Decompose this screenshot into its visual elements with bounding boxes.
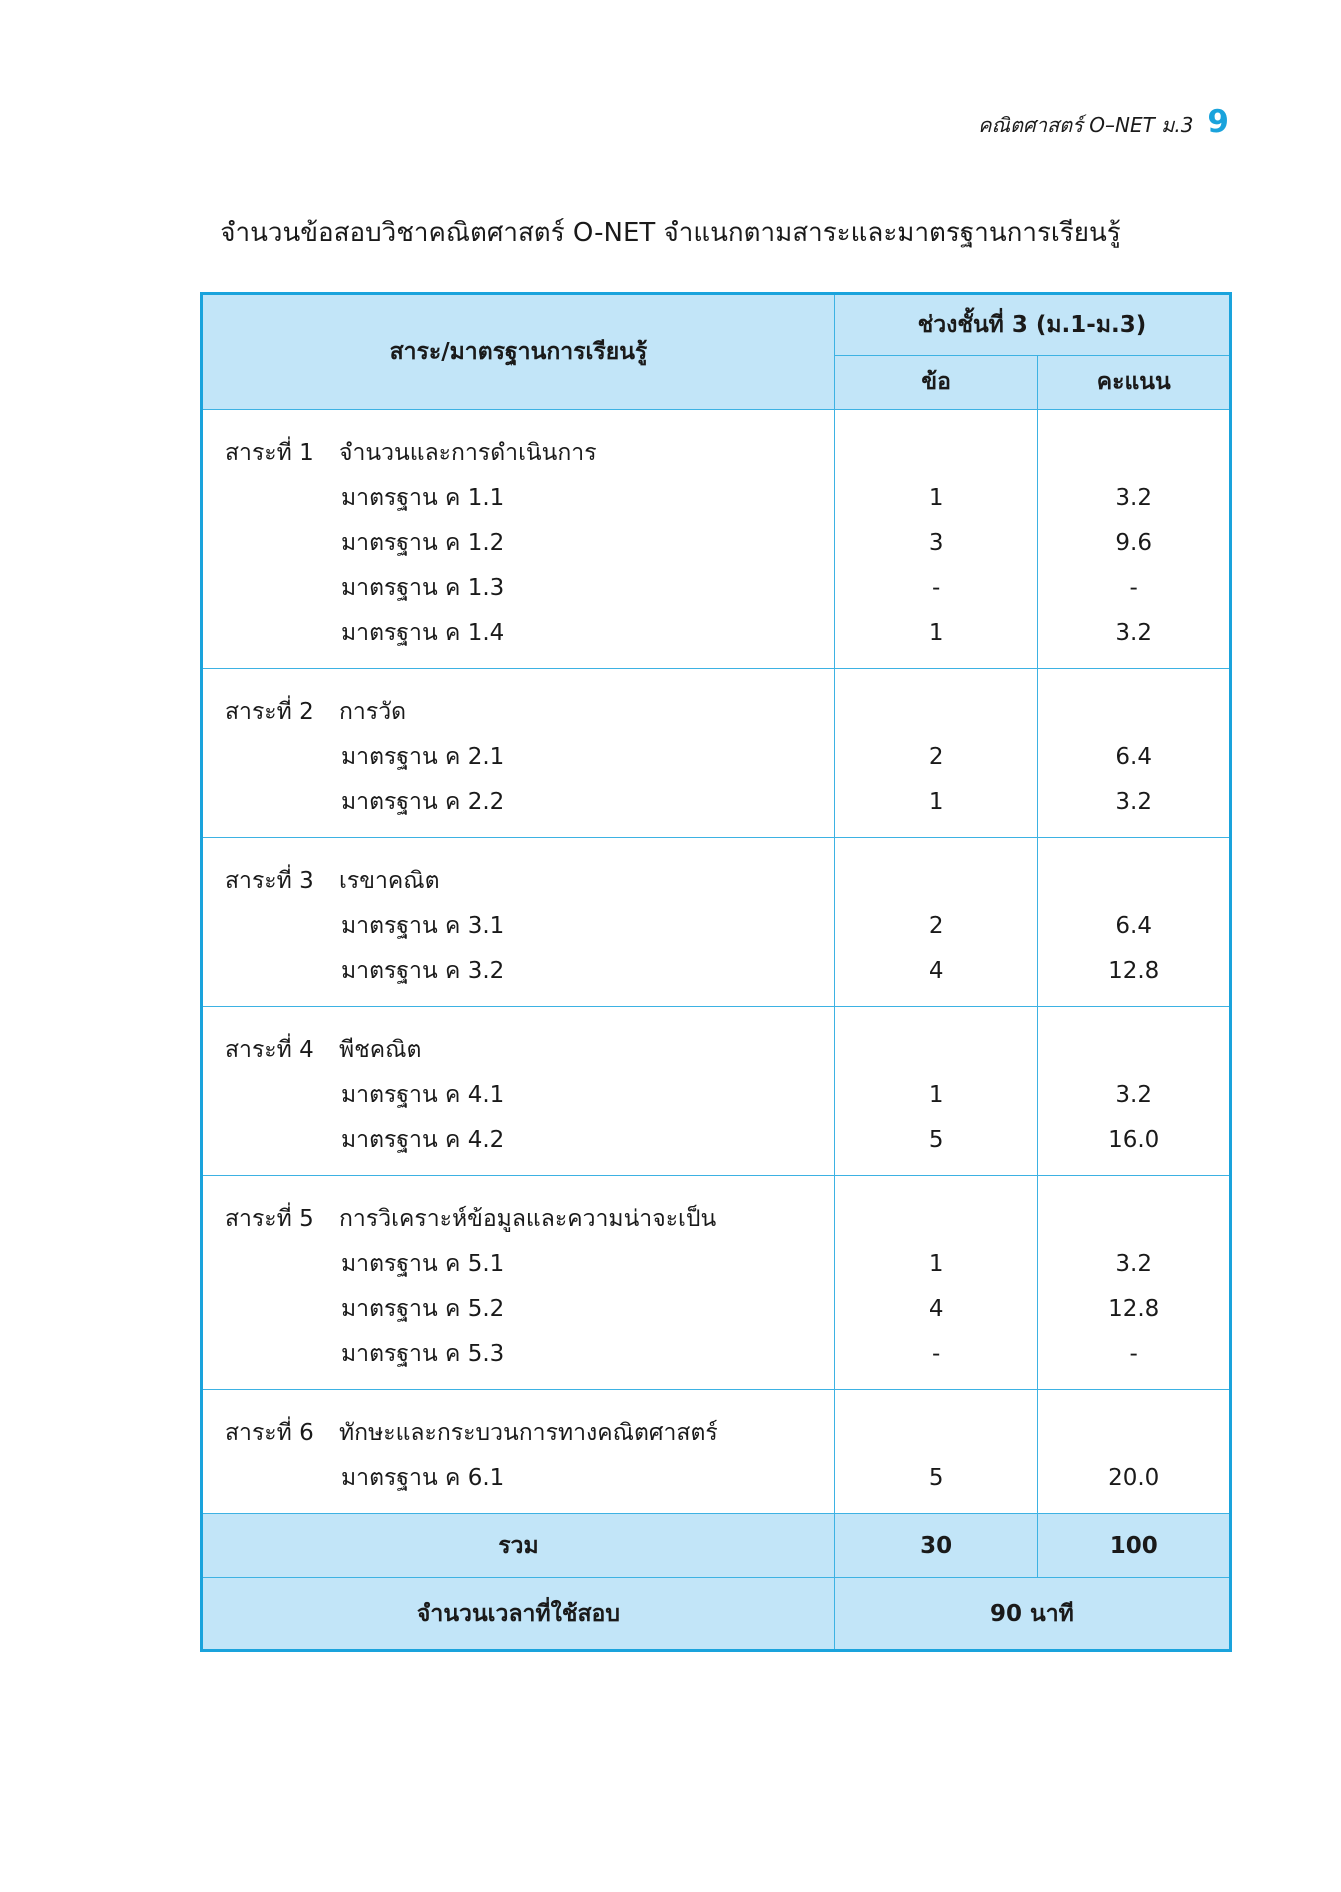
table-body bbox=[202, 410, 1231, 1514]
strand-cell bbox=[202, 1007, 835, 1176]
score-value: 16.0 bbox=[1108, 1127, 1160, 1153]
strand-name: ทักษะและกระบวนการทางคณิตศาสตร์ bbox=[339, 1420, 718, 1446]
standard-label: มาตรฐาน ค 1.2 bbox=[341, 530, 505, 556]
strand-heading bbox=[203, 859, 834, 904]
standard-label: มาตรฐาน ค 1.4 bbox=[341, 620, 505, 646]
score-value: 3.2 bbox=[1115, 1082, 1152, 1108]
item-count: 4 bbox=[928, 1296, 944, 1322]
items-cell bbox=[834, 838, 1038, 1007]
item-count: 1 bbox=[928, 1251, 944, 1277]
strand-label: สาระที่ 2 bbox=[225, 699, 314, 725]
score-value: 3.2 bbox=[1115, 789, 1152, 815]
standard-label: มาตรฐาน ค 2.2 bbox=[341, 789, 505, 815]
header-grade-level: ช่วงชั้นที่ 3 (ม.1-ม.3) bbox=[834, 294, 1230, 356]
item-count: 5 bbox=[928, 1465, 944, 1491]
strand-name: จำนวนและการดำเนินการ bbox=[339, 440, 597, 466]
standard-label: มาตรฐาน ค 3.1 bbox=[341, 913, 505, 939]
item-count: 3 bbox=[928, 530, 944, 556]
page-title: จำนวนข้อสอบวิชาคณิตศาสตร์ O-NET จำแนกตามสาระและมาตรฐานการเรียนรู้ bbox=[220, 218, 1121, 248]
items-cell bbox=[834, 1390, 1038, 1514]
spacer-line bbox=[835, 690, 1038, 735]
item-count: - bbox=[931, 1341, 941, 1367]
spacer-line bbox=[1038, 1197, 1229, 1242]
spacer-line bbox=[835, 859, 1038, 904]
score-cell bbox=[1038, 410, 1231, 669]
score-value: 12.8 bbox=[1108, 1296, 1160, 1322]
strand-label: สาระที่ 3 bbox=[225, 868, 314, 894]
item-count: 1 bbox=[928, 789, 944, 815]
section-row bbox=[202, 1007, 1231, 1176]
standard-label: มาตรฐาน ค 6.1 bbox=[341, 1465, 505, 1491]
score-value: 12.8 bbox=[1108, 958, 1160, 984]
standard-label: มาตรฐาน ค 5.1 bbox=[341, 1251, 505, 1277]
spacer-line bbox=[1038, 859, 1229, 904]
score-value: 20.0 bbox=[1108, 1465, 1160, 1491]
score-value: - bbox=[1129, 1341, 1138, 1367]
spacer-line bbox=[1038, 1028, 1229, 1073]
strand-label: สาระที่ 5 bbox=[225, 1206, 314, 1232]
items-cell bbox=[834, 410, 1038, 669]
strand-cell bbox=[202, 1176, 835, 1390]
spacer-line bbox=[1038, 431, 1229, 476]
item-count: 5 bbox=[928, 1127, 944, 1153]
section-row bbox=[202, 1176, 1231, 1390]
score-value: - bbox=[1129, 575, 1138, 601]
items-cell bbox=[834, 1007, 1038, 1176]
score-value: 9.6 bbox=[1115, 530, 1152, 556]
strand-cell bbox=[202, 838, 835, 1007]
exam-time-label: จำนวนเวลาที่ใช้สอบ bbox=[202, 1578, 835, 1651]
items-cell bbox=[834, 669, 1038, 838]
score-value: 3.2 bbox=[1115, 620, 1152, 646]
score-cell bbox=[1038, 669, 1231, 838]
standard-label: มาตรฐาน ค 1.3 bbox=[341, 575, 505, 601]
strand-cell bbox=[202, 1390, 835, 1514]
score-cell bbox=[1038, 1176, 1231, 1390]
running-title: คณิตศาสตร์ O–NET ม.3 bbox=[978, 113, 1194, 137]
item-count: 1 bbox=[928, 485, 944, 511]
score-value: 3.2 bbox=[1115, 485, 1152, 511]
score-cell bbox=[1038, 1390, 1231, 1514]
section-row bbox=[202, 410, 1231, 669]
score-cell bbox=[1038, 1007, 1231, 1176]
item-count: 2 bbox=[928, 913, 944, 939]
section-row bbox=[202, 669, 1231, 838]
score-value: 6.4 bbox=[1115, 744, 1152, 770]
spacer-line bbox=[835, 431, 1038, 476]
standard-label: มาตรฐาน ค 5.2 bbox=[341, 1296, 505, 1322]
spacer-line bbox=[1038, 1411, 1229, 1456]
standard-label: มาตรฐาน ค 4.1 bbox=[341, 1082, 505, 1108]
item-count: 2 bbox=[928, 744, 944, 770]
strand-label: สาระที่ 1 bbox=[225, 440, 314, 466]
standard-label: มาตรฐาน ค 3.2 bbox=[341, 958, 505, 984]
score-value: 6.4 bbox=[1115, 913, 1152, 939]
standard-label: มาตรฐาน ค 4.2 bbox=[341, 1127, 505, 1153]
item-count: 1 bbox=[928, 620, 944, 646]
exam-distribution-table bbox=[200, 292, 1232, 1652]
section-row bbox=[202, 1390, 1231, 1514]
strand-heading bbox=[203, 1028, 834, 1073]
strand-cell bbox=[202, 669, 835, 838]
page-number: 9 bbox=[1207, 104, 1229, 140]
spacer-line bbox=[835, 1197, 1038, 1242]
strand-name: การวัด bbox=[339, 699, 407, 725]
item-count: 1 bbox=[928, 1082, 944, 1108]
spacer-line bbox=[835, 1028, 1038, 1073]
running-header bbox=[978, 104, 1229, 141]
section-row bbox=[202, 838, 1231, 1007]
header-strand: สาระ/มาตรฐานการเรียนรู้ bbox=[202, 294, 835, 410]
strand-name: การวิเคราะห์ข้อมูลและความน่าจะเป็น bbox=[339, 1206, 717, 1232]
strand-heading bbox=[203, 690, 834, 735]
score-value: 3.2 bbox=[1115, 1251, 1152, 1277]
strand-heading bbox=[203, 1197, 834, 1242]
strand-label: สาระที่ 4 bbox=[225, 1037, 314, 1063]
standard-label: มาตรฐาน ค 1.1 bbox=[341, 485, 505, 511]
strand-name: พีชคณิต bbox=[339, 1037, 422, 1063]
total-items: 30 bbox=[834, 1514, 1038, 1578]
exam-time-value: 90 นาที bbox=[834, 1578, 1230, 1651]
total-label: รวม bbox=[202, 1514, 835, 1578]
header-score: คะแนน bbox=[1038, 355, 1231, 409]
item-count: 4 bbox=[928, 958, 944, 984]
item-count: - bbox=[931, 575, 941, 601]
items-cell bbox=[834, 1176, 1038, 1390]
strand-name: เรขาคณิต bbox=[339, 868, 440, 894]
total-score: 100 bbox=[1038, 1514, 1231, 1578]
strand-heading bbox=[203, 431, 834, 476]
spacer-line bbox=[1038, 690, 1229, 735]
spacer-line bbox=[835, 1411, 1038, 1456]
score-cell bbox=[1038, 838, 1231, 1007]
strand-label: สาระที่ 6 bbox=[225, 1420, 314, 1446]
standard-label: มาตรฐาน ค 5.3 bbox=[341, 1341, 505, 1367]
header-items: ข้อ bbox=[834, 355, 1038, 409]
standard-label: มาตรฐาน ค 2.1 bbox=[341, 744, 505, 770]
strand-heading bbox=[203, 1411, 834, 1456]
strand-cell bbox=[202, 410, 835, 669]
